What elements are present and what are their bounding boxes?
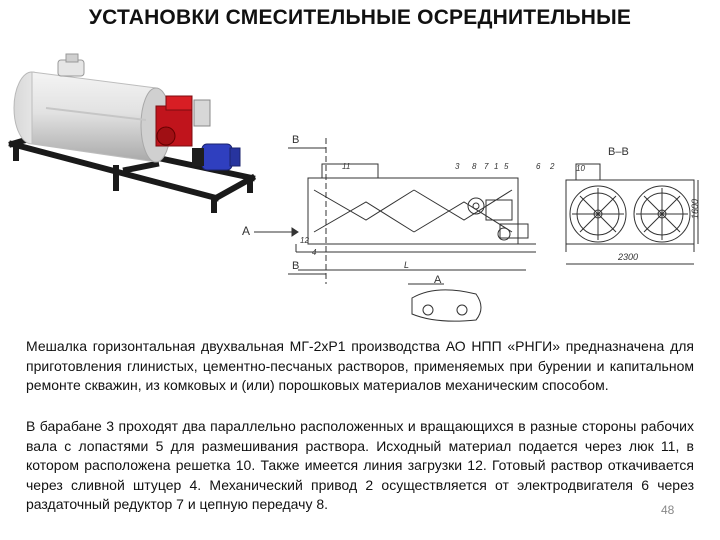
callout: 11	[342, 162, 351, 171]
callout: 10	[576, 164, 585, 173]
view-mark-b-top: В	[292, 134, 300, 146]
callout: 6	[536, 162, 541, 171]
view-mark-a: А	[242, 224, 251, 238]
callout: 8	[472, 162, 477, 171]
paragraph-2-text: В барабане 3 проходят два параллельно расположенных и вращающихся в разные стороны рабочих вала с лопастями 5 для размешивания раствора. Исходный материал подается через люк 11, в котором расположена решетка 10. Также имеется линия загрузки 12. Готовый раствор откачивается через сливной штуцер 4. Механический привод 2 осуществляется от электродвигателя 6 через раздаточный редуктор 7 и цепную передачу 8.	[26, 418, 694, 512]
callout: 12	[300, 236, 309, 245]
callout: 7	[484, 162, 489, 171]
callout: 4	[312, 248, 317, 257]
section-label: В–В	[608, 146, 629, 158]
drawing-labels	[236, 124, 706, 330]
description-paragraph-2	[26, 417, 694, 515]
page-number: 48	[661, 503, 675, 517]
view-mark-a-bottom: А	[434, 274, 442, 286]
paragraph-1-text: Мешалка горизонтальная двухвальная МГ-2хР1 производства АО НПП «РНГИ» предназначена для приготовления глинистых, цементно-песчаных растворов, применяемых при бурении и капитальном ремонте скважин, из комковых и (или) порошковых материалов механическим способом.	[26, 338, 694, 393]
view-mark-b-bottom: В	[292, 260, 300, 272]
callout: 2	[550, 162, 555, 171]
description-paragraph-1	[26, 337, 694, 396]
mixer-photo	[6, 48, 268, 216]
slide-title: УСТАНОВКИ СМЕСИТЕЛЬНЫЕ ОСРЕДНИТЕЛЬНЫЕ	[88, 6, 632, 29]
dim-width: 2300	[618, 252, 639, 262]
callout: 3	[455, 162, 460, 171]
dim-length: L	[404, 260, 410, 270]
dim-height: 1600	[690, 198, 701, 220]
callout: 5	[504, 162, 509, 171]
callout: 1	[494, 162, 499, 171]
